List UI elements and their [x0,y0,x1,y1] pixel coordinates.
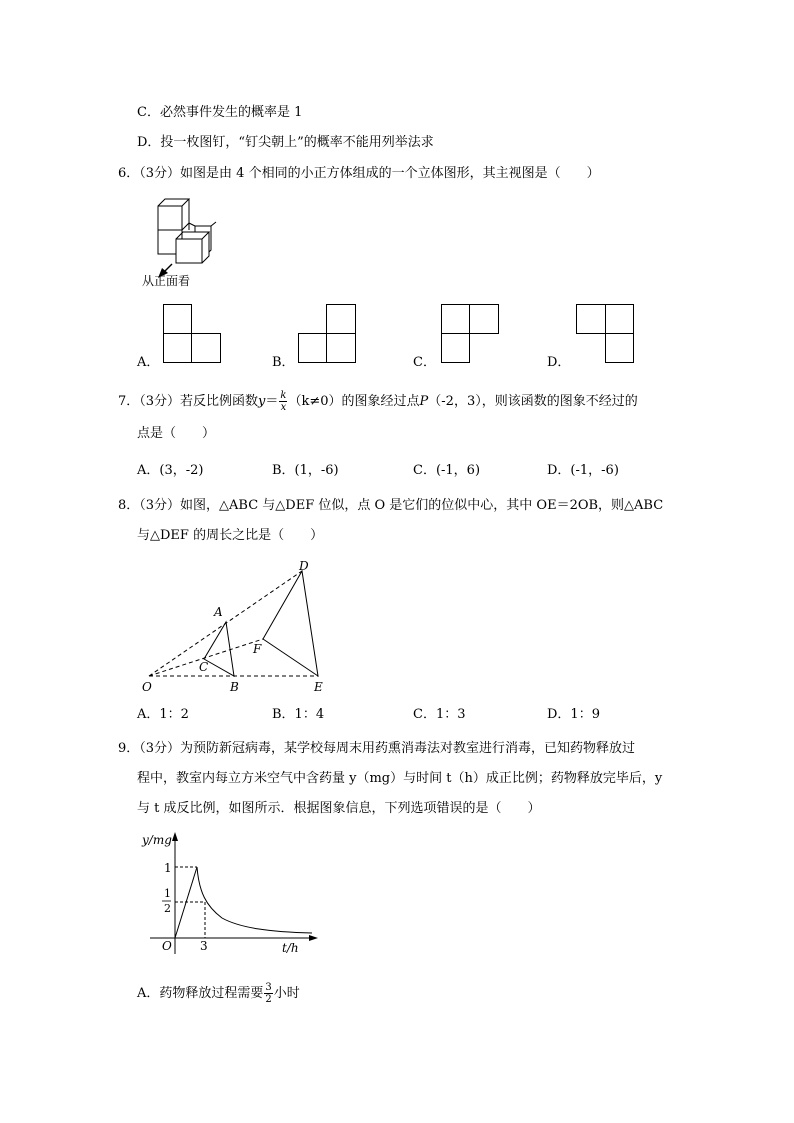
q7-fraction: $\frac{k}{x}$ [280,390,287,413]
q9-option-a-fraction: $\frac{3}{2}$ [265,982,272,1005]
q6-stem: 6．（3分）如图是由 4 个相同的小正方体组成的一个立体图形，其主视图是（ ） [118,166,600,181]
q7-stem-line2: 点是（ ） [137,426,216,441]
x-axis-label: t/h [282,941,299,955]
q5-option-d: D．投一枚图钉，“钉尖朝上”的概率不能用列举法求 [137,135,434,150]
q8-similar-triangles-figure [140,555,340,700]
q8-option-b: B．1：4 [272,707,325,722]
q7-stem-line1: 7．（3分）若反比例函数y＝ $\frac{k}{x}$ （k≠0）的图象经过点P（-2，3），则该函数的图象不经过的 [118,390,638,413]
q6-option-a-label: A． [137,355,160,370]
y-axis-label: y/mg [142,833,172,847]
label-c: C [199,660,209,674]
q7-option-c: C．(-1，6) [413,463,481,478]
tick-1: 1 [164,861,172,875]
q9-stem-line2: 程中，教室内每立方米空气中含药量 y（mg）与时间 t（h）成正比例；药物释放完毕后，y [137,771,663,786]
q9-stem-line3: 与 t 成反比例，如图所示．根据图象信息，下列选项错误的是（ ） [137,801,541,816]
tick-3: 3 [200,939,208,953]
label-d: D [299,559,309,573]
q8-option-d: D．1：9 [547,707,600,722]
q7-option-a: A．(3，-2) [137,463,204,478]
label-a: A [214,605,223,619]
q5-option-c: C．必然事件发生的概率是 1 [137,105,303,120]
q6-option-d-figure [576,304,636,364]
tick-half-den: 2 [164,902,171,915]
label-b: B [230,680,239,694]
q6-option-d-label: D． [547,355,571,370]
label-f: F [253,642,262,656]
q8-stem-line1: 8．（3分）如图，△ABC 与△DEF 位似，点 O 是它们的位似中心，其中 OE＝2OB，则△ABC [118,498,664,513]
origin-label: O [162,939,172,953]
q9-stem-line1: 9．（3分）为预防新冠病毒，某学校每周末用药熏消毒法对教室进行消毒，已知药物释放过 [118,741,636,756]
q6-option-a-figure [163,304,223,364]
q7-option-d: D．(-1，-6) [547,463,619,478]
label-e: E [314,680,323,694]
q8-option-a: A．1：2 [137,707,189,722]
q8-option-c: C．1：3 [413,707,466,722]
tick-half-num: 1 [164,887,171,900]
q8-stem-line2: 与△DEF 的周长之比是（ ） [137,528,324,543]
q7-option-b: B．(1，-6) [272,463,339,478]
q6-option-b-label: B． [272,355,295,370]
q6-option-b-figure [298,304,358,364]
label-o: O [142,680,152,694]
q6-option-c-figure [441,304,501,364]
q6-view-label: 从正面看 [142,274,191,288]
q9-option-a: A．药物释放过程需要 $\frac{3}{2}$ 小时 [137,982,300,1005]
q6-option-c-label: C． [413,355,436,370]
q9-concentration-graph [140,830,330,960]
